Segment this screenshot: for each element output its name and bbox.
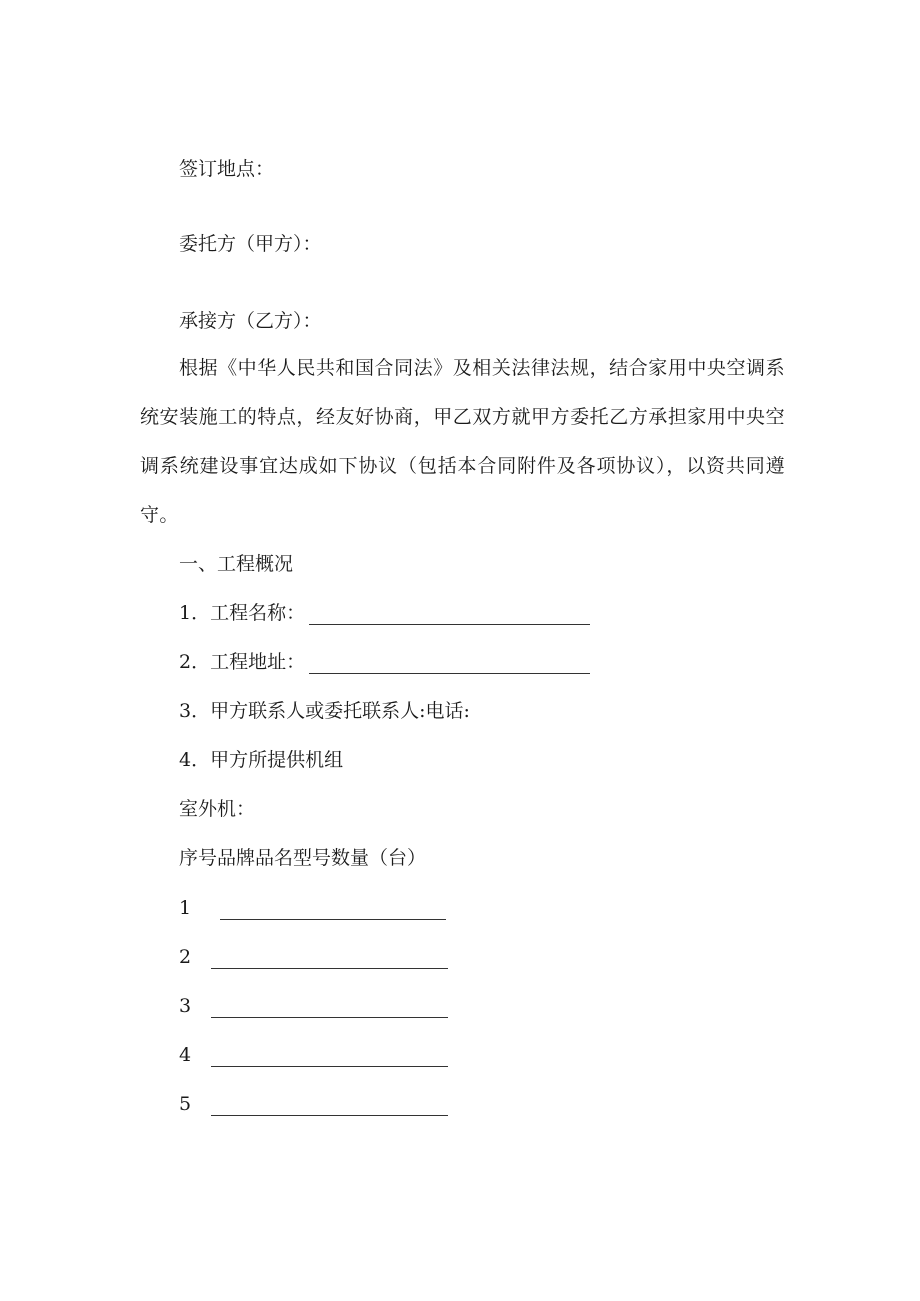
contact-row: 3．甲方联系人或委托联系人:电话: — [179, 700, 470, 722]
project-address-blank[interactable] — [309, 655, 590, 674]
row-number: 4 — [179, 1044, 192, 1066]
row-number: 2 — [179, 946, 192, 968]
list-item — [179, 896, 446, 920]
project-address-label: 2．工程地址： — [179, 651, 306, 673]
preamble-paragraph: 根据《中华人民共和国合同法》及相关法律法规，结合家用中央空调系统安装施工的特点，经友好协商，甲乙双方就甲方委托乙方承担家用中央空调系统建设事宜达成如下协议（包括本合同附件及各项协议），以资共同遵守。 — [140, 357, 785, 526]
row-number: 1 — [179, 897, 192, 919]
party-b-label: 承接方（乙方）： — [179, 310, 322, 332]
row-blank[interactable] — [211, 999, 448, 1018]
list-item — [179, 1092, 448, 1116]
row-number: 3 — [179, 995, 192, 1017]
project-name-row — [179, 601, 590, 625]
project-name-blank[interactable] — [309, 606, 590, 625]
row-blank[interactable] — [220, 901, 446, 920]
list-item — [179, 994, 448, 1018]
units-row: 4．甲方所提供机组 — [179, 749, 344, 771]
list-item — [179, 945, 448, 969]
sign-place-label: 签订地点： — [179, 158, 275, 180]
project-address-row — [179, 650, 590, 674]
table-header: 序号品牌品名型号数量（台） — [179, 847, 427, 869]
row-number: 5 — [179, 1093, 192, 1115]
row-blank[interactable] — [211, 1048, 448, 1067]
row-blank[interactable] — [211, 1097, 448, 1116]
party-a-label: 委托方（甲方）： — [179, 233, 322, 255]
outdoor-unit-label: 室外机： — [179, 798, 256, 820]
list-item — [179, 1043, 448, 1067]
project-name-label: 1．工程名称： — [179, 602, 306, 624]
section-title: 一、工程概况 — [179, 553, 294, 575]
row-blank[interactable] — [211, 950, 448, 969]
